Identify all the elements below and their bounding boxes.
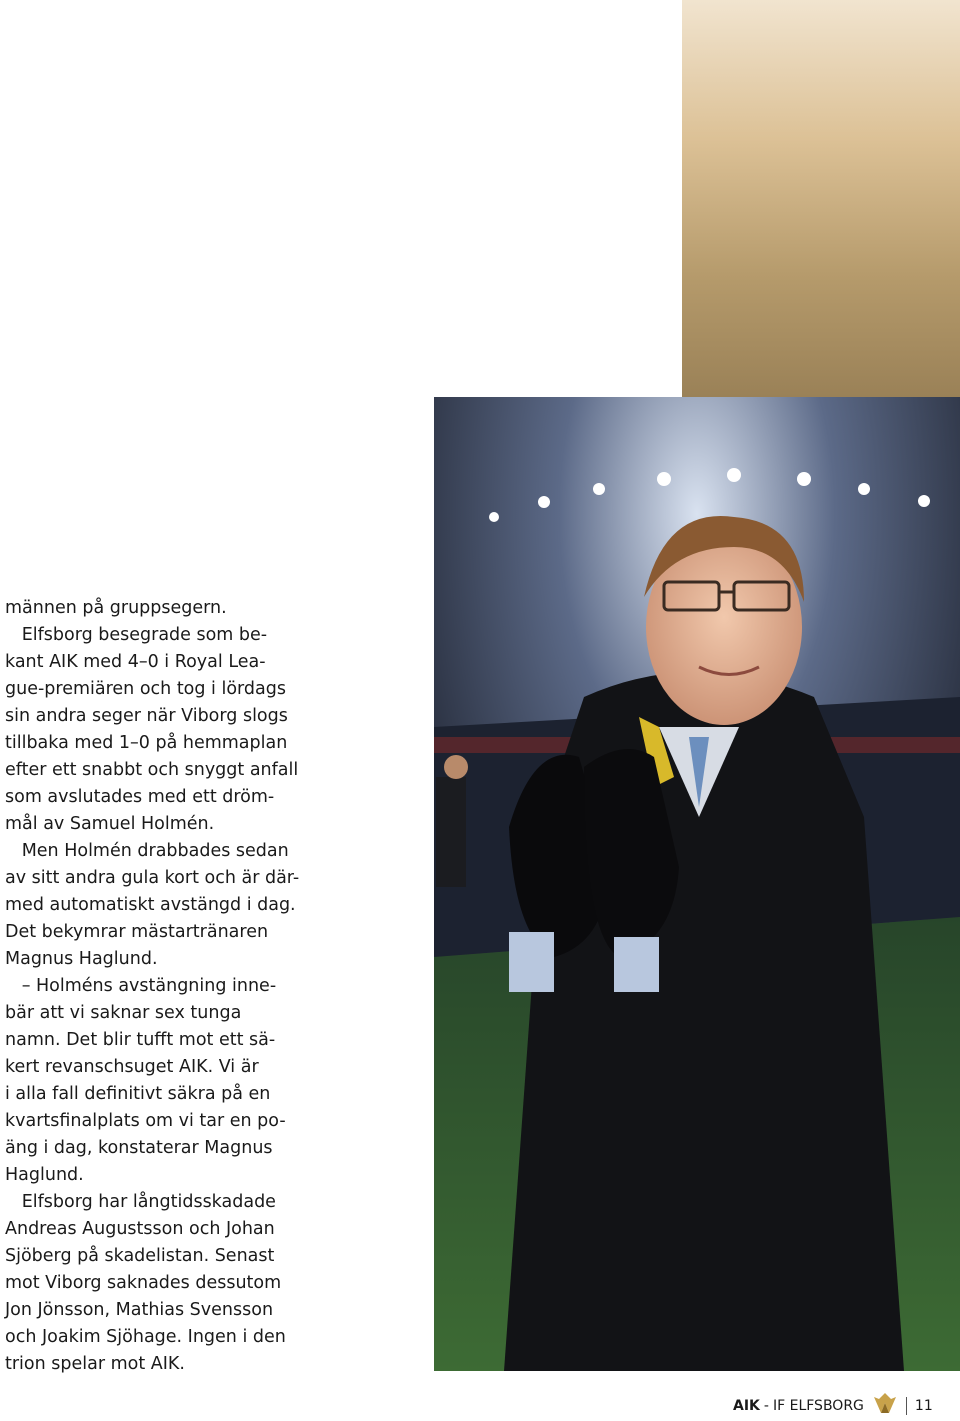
elfsborg-crest-icon <box>872 1391 898 1421</box>
footer-team-away: IF ELFSBORG <box>772 1398 864 1414</box>
article-line: Sjöberg på skadelistan. Senast <box>5 1246 275 1266</box>
article-line: kant AIK med 4–0 i Royal Lea- <box>5 652 266 672</box>
article-line: männen på gruppsegern. <box>5 598 227 618</box>
gold-color-band <box>682 0 960 397</box>
article-line: efter ett snabbt och snyggt anfall <box>5 760 299 780</box>
footer-team-home: AIK <box>733 1398 760 1414</box>
article-line: och Joakim Sjöhage. Ingen i den <box>5 1327 286 1347</box>
article-line: äng i dag, konstaterar Magnus <box>5 1138 273 1158</box>
page-footer <box>733 1393 933 1419</box>
article-line: Men Holmén drabbades sedan <box>5 841 289 861</box>
article-line: Jon Jönsson, Mathias Svensson <box>5 1300 274 1320</box>
article-line: Andreas Augustsson och Johan <box>5 1219 275 1239</box>
article-line: Elfsborg har långtidsskadade <box>5 1192 276 1212</box>
article-line: kert revanschsuget AIK. Vi är <box>5 1057 259 1077</box>
footer-divider <box>906 1397 907 1415</box>
article-line: Haglund. <box>5 1165 84 1185</box>
article-line: Det bekymrar mästartränaren <box>5 922 269 942</box>
page-number: 11 <box>914 1398 933 1414</box>
article-line: bär att vi saknar sex tunga <box>5 1003 242 1023</box>
article-line: mot Viborg saknades dessutom <box>5 1273 282 1293</box>
article-line: mål av Samuel Holmén. <box>5 814 215 834</box>
article-line: som avslutades med ett dröm- <box>5 787 275 807</box>
article-line: med automatiskt avstängd i dag. <box>5 895 296 915</box>
article-line: kvartsfinalplats om vi tar en po- <box>5 1111 286 1131</box>
article-line: av sitt andra gula kort och är där- <box>5 868 300 888</box>
article-line: gue-premiären och tog i lördags <box>5 679 286 699</box>
article-line: trion spelar mot AIK. <box>5 1354 185 1374</box>
article-body <box>5 595 305 1378</box>
article-line: namn. Det blir tufft mot ett sä- <box>5 1030 276 1050</box>
article-line: sin andra seger när Viborg slogs <box>5 706 288 726</box>
footer-separator: - <box>763 1398 769 1414</box>
manager-photo <box>434 397 960 1371</box>
article-line: i alla fall definitivt säkra på en <box>5 1084 271 1104</box>
article-line: – Holméns avstängning inne- <box>5 976 277 996</box>
article-line: tillbaka med 1–0 på hemmaplan <box>5 733 288 753</box>
article-line: Elfsborg besegrade som be- <box>5 625 268 645</box>
article-line: Magnus Haglund. <box>5 949 158 969</box>
